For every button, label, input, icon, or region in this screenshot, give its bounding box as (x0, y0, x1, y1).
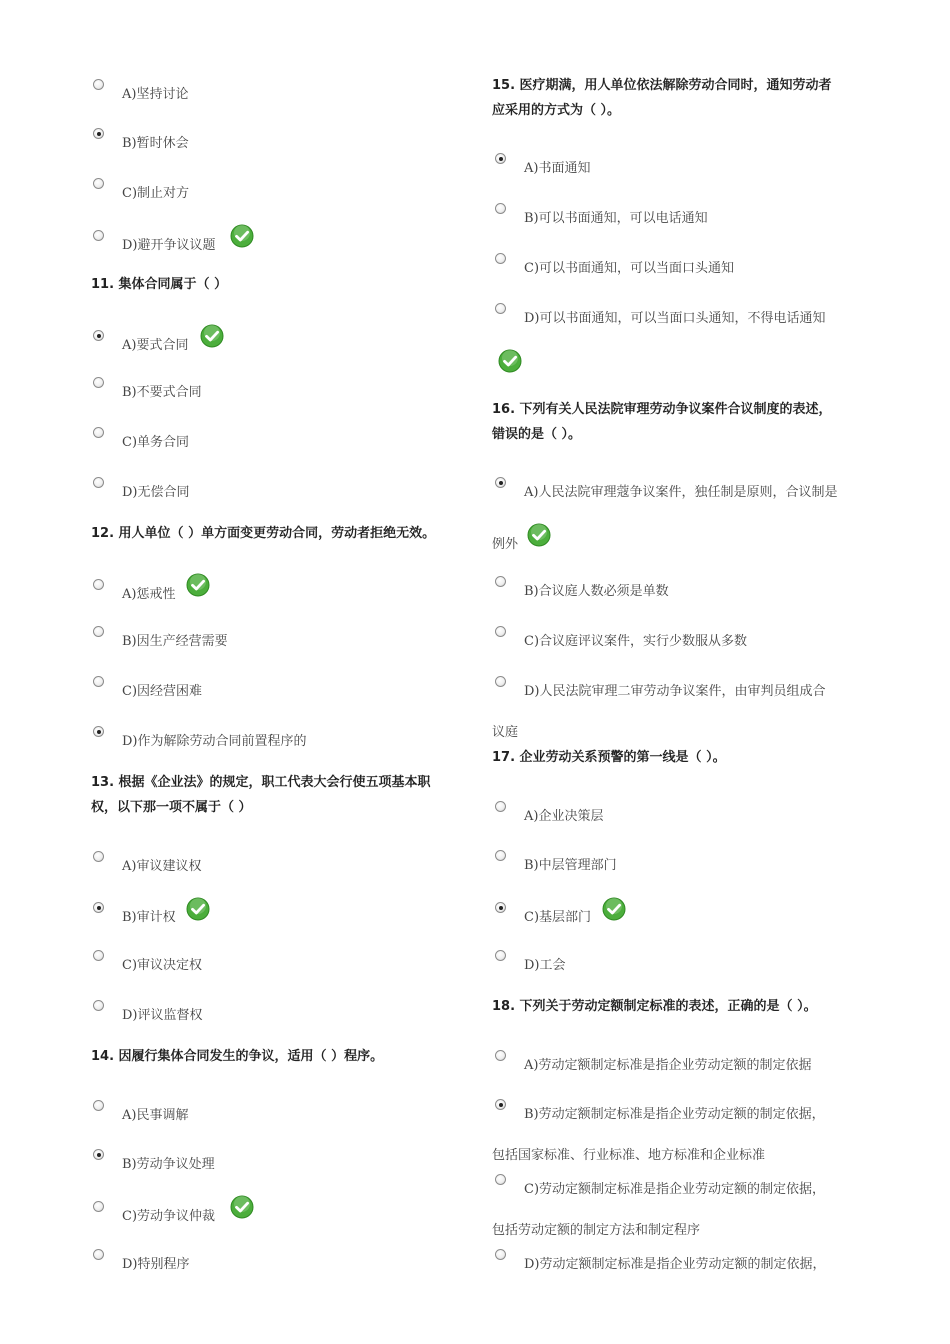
option-q14-c[interactable]: C)劳动争议仲裁 (122, 1209, 216, 1224)
option-q18-b-continued: 包括国家标准、行业标准、地方标准和企业标准 (492, 1148, 766, 1163)
option-q10-b[interactable]: B)暂时休会 (122, 136, 189, 151)
radio-q11-b[interactable] (93, 377, 104, 388)
radio-q15-a[interactable] (495, 153, 506, 164)
radio-q15-c[interactable] (495, 253, 506, 264)
radio-q12-c[interactable] (93, 676, 104, 687)
radio-q18-a[interactable] (495, 1050, 506, 1061)
option-q18-b[interactable]: B)劳动定额制定标准是指企业劳动定额的制定依据， (524, 1107, 825, 1122)
option-q16-c[interactable]: C)合议庭评议案件，实行少数服从多数 (524, 634, 748, 649)
option-q10-c[interactable]: C)制止对方 (122, 186, 190, 201)
option-q12-c[interactable]: C)因经营困难 (122, 684, 203, 699)
radio-q10-a[interactable] (93, 79, 104, 90)
option-q15-b[interactable]: B)可以书面通知，可以电话通知 (524, 211, 708, 226)
question-13-title-line1: 13. 根据《企业法》的规定，职工代表大会行使五项基本职 (91, 775, 431, 790)
radio-q15-d[interactable] (495, 303, 506, 314)
option-q13-c[interactable]: C)审议决定权 (122, 958, 203, 973)
option-q16-a-continued: 例外 (492, 537, 519, 552)
option-q13-b[interactable]: B)审计权 (122, 910, 176, 925)
option-q15-a[interactable]: A)书面通知 (524, 161, 591, 176)
option-q16-a[interactable]: A)人民法院审理蔻争议案件，独任制是原则，合议制是 (524, 485, 838, 500)
green-check-icon (527, 523, 551, 547)
radio-q14-d[interactable] (93, 1249, 104, 1260)
option-q14-b[interactable]: B)劳动争议处理 (122, 1157, 215, 1172)
option-q17-a[interactable]: A)企业决策层 (524, 809, 604, 824)
green-check-icon (230, 224, 254, 248)
radio-q16-d[interactable] (495, 676, 506, 687)
question-15-title-line2: 应采用的方式为（ ）。 (492, 103, 621, 118)
radio-q16-a[interactable] (495, 477, 506, 488)
radio-q13-c[interactable] (93, 950, 104, 961)
question-17-title: 17. 企业劳动关系预警的第一线是（ ）。 (492, 750, 726, 765)
question-11-title: 11. 集体合同属于（ ） (91, 277, 228, 292)
option-q15-c[interactable]: C)可以书面通知，可以当面口头通知 (524, 261, 735, 276)
green-check-icon (230, 1195, 254, 1219)
radio-q13-b[interactable] (93, 902, 104, 913)
radio-q12-a[interactable] (93, 579, 104, 590)
question-16-title-line1: 16. 下列有关人民法院审理劳动争议案件合议制度的表述， (492, 402, 832, 417)
option-q16-d-continued: 议庭 (492, 725, 519, 740)
radio-q16-b[interactable] (495, 576, 506, 587)
radio-q11-d[interactable] (93, 477, 104, 488)
option-q18-c[interactable]: C)劳动定额制定标准是指企业劳动定额的制定依据， (524, 1182, 826, 1197)
option-q11-a[interactable]: A)要式合同 (122, 338, 189, 353)
option-q10-d[interactable]: D)避开争议议题 (122, 238, 216, 253)
green-check-icon (186, 897, 210, 921)
option-q11-b[interactable]: B)不要式合同 (122, 385, 202, 400)
question-12-title: 12. 用人单位（ ）单方面变更劳动合同，劳动者拒绝无效。 (91, 526, 436, 541)
green-check-icon (602, 897, 626, 921)
option-q14-a[interactable]: A)民事调解 (122, 1108, 189, 1123)
radio-q17-c[interactable] (495, 902, 506, 913)
option-q18-c-continued: 包括劳动定额的制定方法和制定程序 (492, 1223, 701, 1238)
radio-q18-c[interactable] (495, 1174, 506, 1185)
option-q12-d[interactable]: D)作为解除劳动合同前置程序的 (122, 734, 307, 749)
radio-q13-a[interactable] (93, 851, 104, 862)
radio-q15-b[interactable] (495, 203, 506, 214)
option-q16-d[interactable]: D)人民法院审理二审劳动争议案件，由审判员组成合 (524, 684, 826, 699)
radio-q11-a[interactable] (93, 330, 104, 341)
radio-q14-a[interactable] (93, 1100, 104, 1111)
radio-q18-d[interactable] (495, 1249, 506, 1260)
radio-q12-d[interactable] (93, 726, 104, 737)
option-q10-a[interactable]: A)坚持讨论 (122, 87, 189, 102)
option-q17-b[interactable]: B)中层管理部门 (524, 858, 617, 873)
question-16-title-line2: 错误的是（ ）。 (492, 427, 582, 442)
option-q17-c[interactable]: C)基层部门 (524, 910, 592, 925)
option-q17-d[interactable]: D)工会 (524, 958, 566, 973)
option-q12-a[interactable]: A)惩戒性 (122, 587, 176, 602)
question-14-title: 14. 因履行集体合同发生的争议，适用（ ）程序。 (91, 1049, 384, 1064)
radio-q16-c[interactable] (495, 626, 506, 637)
option-q16-b[interactable]: B)合议庭人数必须是单数 (524, 584, 669, 599)
radio-q11-c[interactable] (93, 427, 104, 438)
radio-q17-b[interactable] (495, 850, 506, 861)
option-q15-d[interactable]: D)可以书面通知，可以当面口头通知，不得电话通知 (524, 311, 826, 326)
radio-q10-c[interactable] (93, 178, 104, 189)
radio-q18-b[interactable] (495, 1099, 506, 1110)
option-q14-d[interactable]: D)特别程序 (122, 1257, 190, 1272)
option-q12-b[interactable]: B)因生产经营需要 (122, 634, 228, 649)
radio-q10-b[interactable] (93, 128, 104, 139)
radio-q17-d[interactable] (495, 950, 506, 961)
radio-q14-c[interactable] (93, 1201, 104, 1212)
radio-q10-d[interactable] (93, 230, 104, 241)
radio-q13-d[interactable] (93, 1000, 104, 1011)
radio-q17-a[interactable] (495, 801, 506, 812)
radio-q12-b[interactable] (93, 626, 104, 637)
option-q18-a[interactable]: A)劳动定额制定标准是指企业劳动定额的制定依据 (524, 1058, 812, 1073)
option-q11-d[interactable]: D)无偿合同 (122, 485, 190, 500)
option-q18-d[interactable]: D)劳动定额制定标准是指企业劳动定额的制定依据， (524, 1257, 826, 1272)
question-15-title-line1: 15. 医疗期满，用人单位依法解除劳动合同时，通知劳动者 (492, 78, 832, 93)
option-q13-d[interactable]: D)评议监督权 (122, 1008, 203, 1023)
option-q13-a[interactable]: A)审议建议权 (122, 859, 202, 874)
green-check-icon (186, 573, 210, 597)
radio-q14-b[interactable] (93, 1149, 104, 1160)
question-13-title-line2: 权，以下那一项不属于（ ） (91, 800, 252, 815)
option-q11-c[interactable]: C)单务合同 (122, 435, 190, 450)
question-18-title: 18. 下列关于劳动定额制定标准的表述，正确的是（ ）。 (492, 999, 817, 1014)
green-check-icon (200, 324, 224, 348)
green-check-icon (498, 349, 522, 373)
